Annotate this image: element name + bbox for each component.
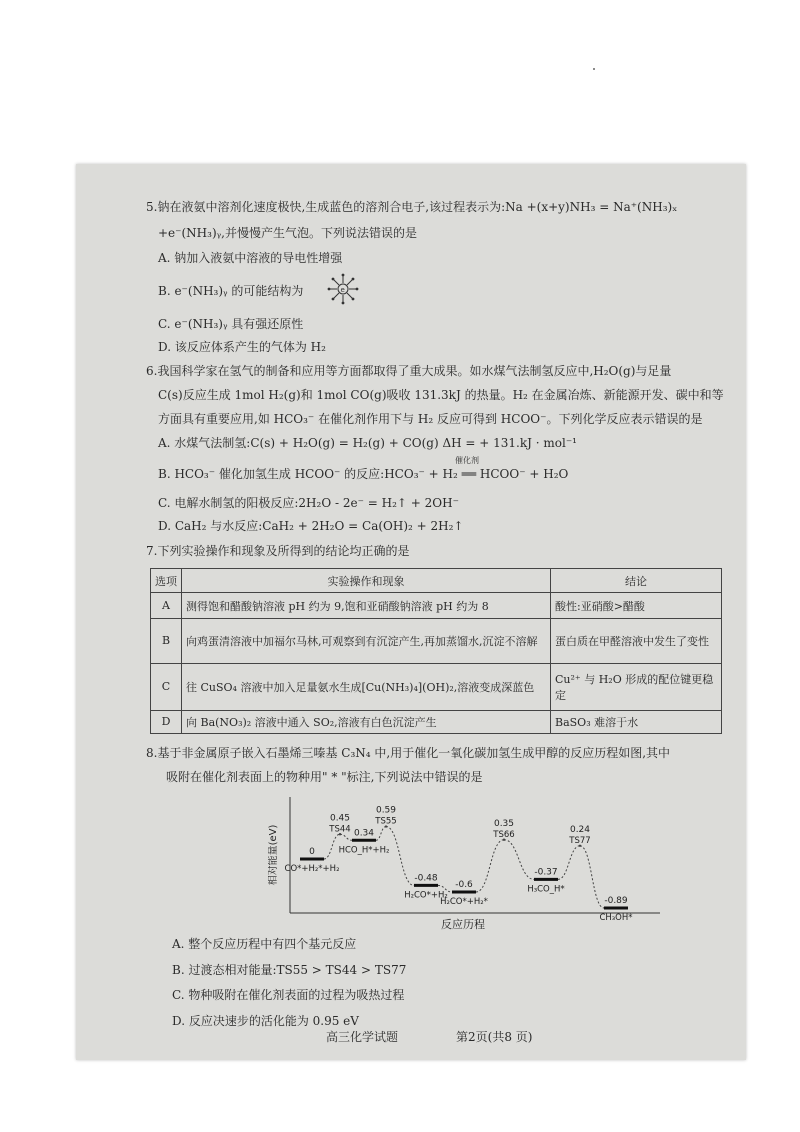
q8-option-b: B. 过渡态相对能量:TS55 > TS44 > TS77	[172, 963, 407, 977]
y-axis-label: 相对能量(eV)	[268, 824, 279, 886]
footer-title: 高三化学试题	[326, 1030, 399, 1044]
footer-page-number: 第2页(共8 页)	[456, 1030, 533, 1044]
row-conclusion: 蛋白质在甲醛溶液中发生了变性	[551, 619, 722, 664]
energy-species-label: TS44	[329, 824, 351, 835]
energy-marks	[285, 806, 633, 923]
energy-value-label: 0.35	[493, 818, 515, 829]
q6-option-b: B. HCO₃⁻ 催化加氢生成 HCOO⁻ 的反应:HCO₃⁻ + H₂ ══ HCOO⁻ + H₂O	[158, 467, 569, 481]
q5-stem-line1: 5.钠在液氨中溶剂化速度极快,生成蓝色的溶剂合电子,该过程表示为:Na +(x+y)NH₃ = Na⁺(NH₃)ₓ	[146, 200, 678, 214]
row-operation: 往 CuSO₄ 溶液中加入足量氨水生成[Cu(NH₃)₄](OH)₂,溶液变成深蓝色	[182, 663, 551, 710]
row-option: A	[151, 593, 182, 619]
q5-option-c: C. e⁻(NH₃)ᵧ 具有强还原性	[158, 317, 304, 331]
header-operation: 实验操作和现象	[182, 569, 551, 593]
energy-species-label: HCO_H*+H₂	[338, 845, 390, 856]
header-option: 选项	[151, 569, 182, 593]
energy-connector	[558, 846, 580, 880]
energy-value-label: -0.37	[534, 867, 558, 878]
energy-value-label: 0.24	[569, 824, 591, 835]
q7-table	[150, 568, 722, 734]
x-axis-label: 反应历程	[441, 918, 485, 931]
q7-stem: 7.下列实验操作和现象及所得到的结论均正确的是	[146, 544, 410, 558]
row-operation: 向 Ba(NO₃)₂ 溶液中通入 SO₂,溶液有白色沉淀产生	[182, 710, 551, 733]
row-conclusion: 酸性:亚硝酸>醋酸	[551, 593, 722, 619]
energy-value-label: -0.48	[414, 873, 438, 884]
q8-stem-line1: 8.基于非金属原子嵌入石墨烯三嗪基 C₃N₄ 中,用于催化一氧化碳加氢生成甲醇的反应历程如图,其中	[146, 746, 671, 760]
energy-value-label: 0.34	[353, 828, 375, 839]
energy-connector	[476, 840, 504, 892]
row-conclusion: Cu²⁺ 与 H₂O 形成的配位键更稳定	[551, 663, 722, 710]
table-row	[151, 619, 722, 664]
energy-connector	[386, 827, 414, 886]
q5-option-d: D. 该反应体系产生的气体为 H₂	[158, 340, 326, 354]
energy-connector	[376, 827, 386, 841]
table-row	[151, 663, 722, 710]
energy-connector	[580, 846, 604, 908]
energy-species-label: TS66	[493, 829, 515, 840]
energy-value-label: 0.45	[329, 813, 351, 824]
q6-stem-line2: C(s)反应生成 1mol H₂(g)和 1mol CO(g)吸收 131.3kJ 的热量。H₂ 在金属冶炼、新能源开发、碳中和等	[158, 388, 724, 402]
energy-species-label: H₂CO*+H₂	[404, 890, 448, 901]
energy-species-label: CO*+H₂*+H₂	[284, 864, 340, 874]
row-option: D	[151, 710, 182, 733]
energy-species-label: CH₃OH*	[599, 912, 633, 923]
q6-catalyst-label: 催化剂	[455, 456, 479, 465]
q6-option-a: A. 水煤气法制氢:C(s) + H₂O(g) = H₂(g) + CO(g) ΔH = + 131.kJ · mol⁻¹	[158, 436, 577, 450]
energy-species-label: H₂CO*+H₂*	[440, 897, 488, 907]
energy-species-label: TS77	[569, 835, 591, 846]
energy-profile-chart	[268, 795, 668, 935]
q6-option-c: C. 电解水制氢的阳极反应:2H₂O - 2e⁻ = H₂↑ + 2OH⁻	[158, 496, 459, 510]
row-option: C	[151, 663, 182, 710]
q5-option-b: B. e⁻(NH₃)ᵧ 的可能结构为	[158, 284, 304, 298]
q8-option-c: C. 物种吸附在催化剂表面的过程为吸热过程	[172, 988, 405, 1002]
energy-species-label: H₃CO_H*	[527, 884, 565, 895]
q6-stem-line3: 方面具有重要应用,如 HCO₃⁻ 在催化剂作用下与 H₂ 反应可得到 HCOO⁻。下列化学反应表示错误的是	[158, 412, 703, 426]
q8-option-d: D. 反应决速步的活化能为 0.95 eV	[172, 1014, 359, 1028]
q6-option-d: D. CaH₂ 与水反应:CaH₂ + 2H₂O = Ca(OH)₂ + 2H₂↑	[158, 519, 464, 533]
solvated-electron-structure-icon	[326, 272, 360, 306]
row-operation: 向鸡蛋清溶液中加福尔马林,可观察到有沉淀产生,再加蒸馏水,沉淀不溶解	[182, 619, 551, 664]
q6-stem-line1: 6.我国科学家在氢气的制备和应用等方面都取得了重大成果。如水煤气法制氢反应中,H₂O(g)与足量	[146, 364, 672, 378]
speck	[593, 68, 595, 70]
energy-value-label: -0.6	[455, 880, 473, 890]
energy-value-label: -0.89	[604, 895, 628, 906]
table-row	[151, 710, 722, 733]
energy-value-label: 0	[309, 847, 315, 857]
row-option: B	[151, 619, 182, 664]
q8-stem-line2: 吸附在催化剂表面上的物种用" * "标注,下列说法中错误的是	[166, 770, 483, 784]
row-operation: 测得饱和醋酸钠溶液 pH 约为 9,饱和亚硝酸钠溶液 pH 约为 8	[182, 593, 551, 619]
table-header-row	[151, 569, 722, 593]
energy-species-label: TS55	[375, 816, 397, 827]
svg-text:e: e	[340, 286, 345, 294]
q5-option-a: A. 钠加入液氨中溶液的导电性增强	[158, 251, 343, 265]
energy-connector	[340, 834, 352, 840]
q8-option-a: A. 整个反应历程中有四个基元反应	[172, 937, 357, 951]
table-row	[151, 593, 722, 619]
q5-stem-line2: +e⁻(NH₃)ᵧ,并慢慢产生气泡。下列说法错误的是	[158, 226, 417, 240]
header-conclusion: 结论	[551, 569, 722, 593]
energy-connector	[504, 840, 534, 880]
energy-value-label: 0.59	[375, 805, 397, 816]
row-conclusion: BaSO₃ 难溶于水	[551, 710, 722, 733]
